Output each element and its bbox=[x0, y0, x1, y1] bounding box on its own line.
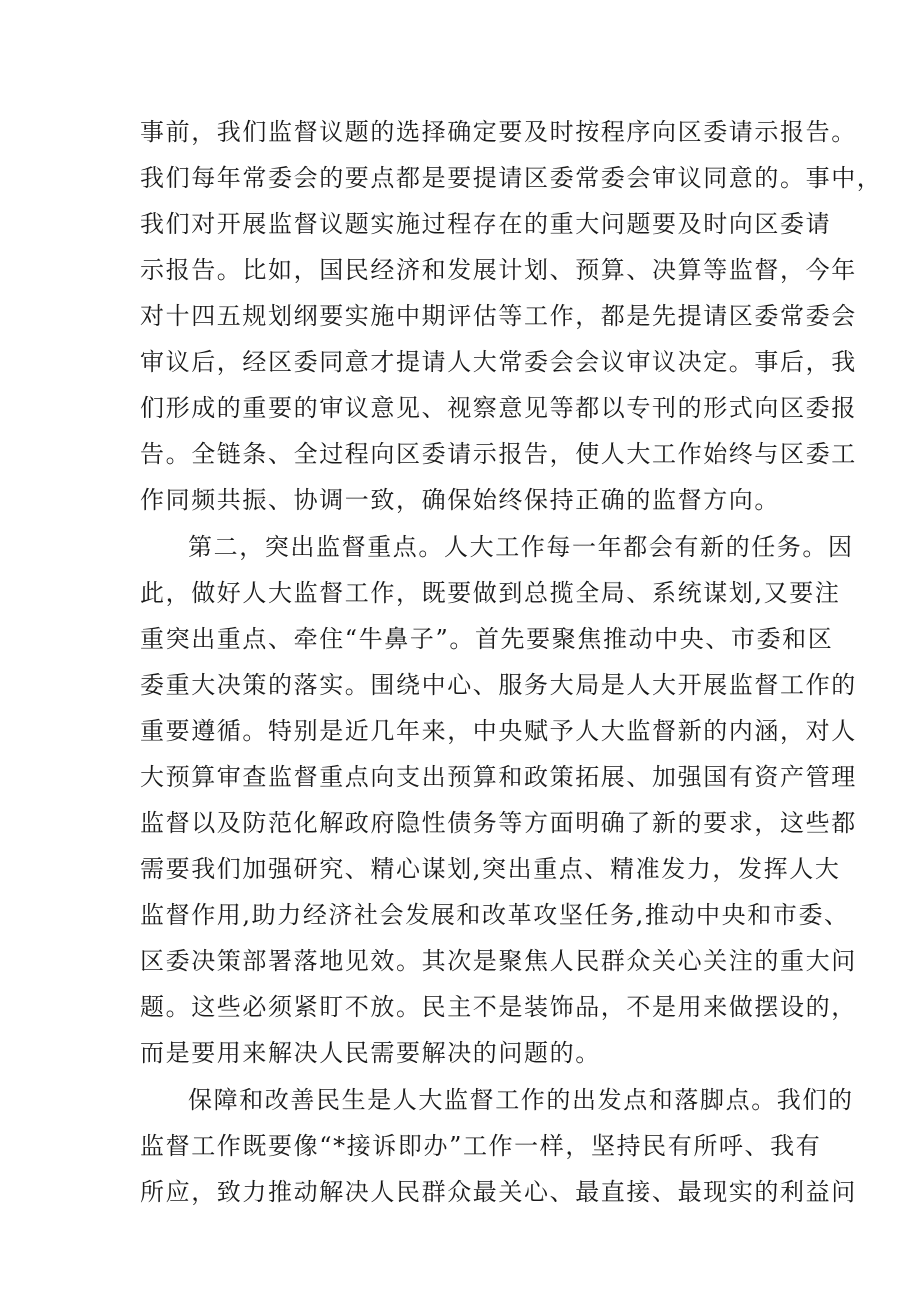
text-line: 监督作用,助力经济社会发展和改革攻坚任务,推动中央和市委、 bbox=[140, 901, 850, 929]
text-line: 我们每年常委会的要点都是要提请区委常委会审议同意的。事中， bbox=[140, 164, 883, 192]
text-line: 监督以及防范化解政府隐性债务等方面明确了新的要求，这些都 bbox=[140, 809, 857, 837]
text-line: 作同频共振、协调一致，确保始终保持正确的监督方向。 bbox=[140, 486, 780, 514]
text-line: 告。全链条、全过程向区委请示报告，使人大工作始终与区委工 bbox=[140, 440, 857, 468]
text-line: 所应，致力推动解决人民群众最关心、最直接、最现实的利益问 bbox=[140, 1178, 857, 1206]
text-line: 第二，突出监督重点。人大工作每一年都会有新的任务。因 bbox=[188, 533, 854, 561]
text-line: 而是要用来解决人民需要解决的问题的。 bbox=[140, 1039, 601, 1067]
text-line: 示报告。比如，国民经济和发展计划、预算、决算等监督，今年 bbox=[140, 256, 857, 284]
text-line: 委重大决策的落实。围绕中心、服务大局是人大开展监督工作的 bbox=[140, 671, 857, 699]
text-line: 对十四五规划纲要实施中期评估等工作，都是先提请区委常委会 bbox=[140, 302, 857, 330]
text-line: 区委决策部署落地见效。其次是聚焦人民群众关心关注的重大问 bbox=[140, 947, 857, 975]
text-line: 事前，我们监督议题的选择确定要及时按程序向区委请示报告。 bbox=[140, 118, 857, 146]
text-line: 审议后，经区委同意才提请人大常委会会议审议决定。事后，我 bbox=[140, 348, 857, 376]
text-line: 监督工作既要像“*接诉即办”工作一样，坚持民有所呼、我有 bbox=[140, 1132, 822, 1160]
text-line: 需要我们加强研究、精心谋划,突出重点、精准发力，发挥人大 bbox=[140, 855, 841, 883]
text-line: 此，做好人大监督工作，既要做到总揽全局、系统谋划,又要注 bbox=[140, 579, 841, 607]
text-line: 重要遵循。特别是近几年来，中央赋予人大监督新的内涵，对人 bbox=[140, 717, 857, 745]
text-line: 保障和改善民生是人大监督工作的出发点和落脚点。我们的 bbox=[188, 1086, 854, 1114]
text-line: 题。这些必须紧盯不放。民主不是装饰品，不是用来做摆设的， bbox=[140, 993, 857, 1021]
text-line: 我们对开展监督议题实施过程存在的重大问题要及时向区委请 bbox=[140, 210, 832, 238]
text-line: 大预算审查监督重点向支出预算和政策拓展、加强国有资产管理 bbox=[140, 763, 857, 791]
text-line: 们形成的重要的审议意见、视察意见等都以专刊的形式向区委报 bbox=[140, 394, 857, 422]
text-line: 重突出重点、牵住“牛鼻子”。首先要聚焦推动中央、市委和区 bbox=[140, 625, 834, 653]
